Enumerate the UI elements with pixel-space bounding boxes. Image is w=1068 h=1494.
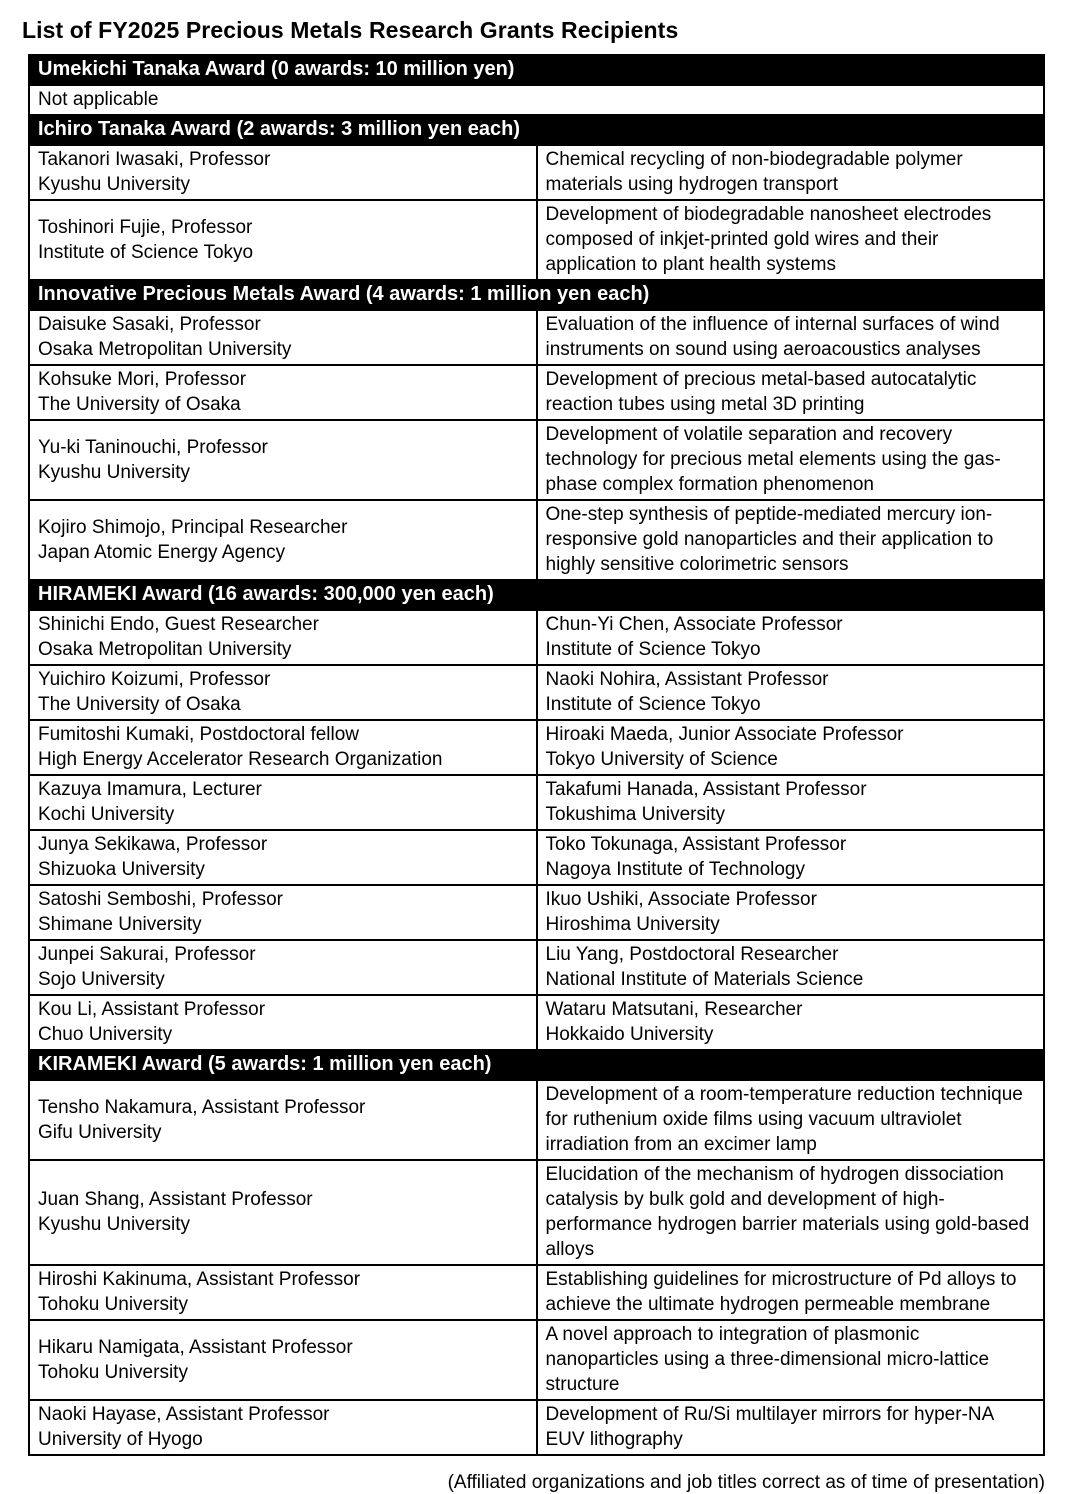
table-row <box>29 500 1044 580</box>
table-cell: Evaluation of the influence of internal surfaces of wind instruments on sound using aeroacoustics analyses <box>537 310 1045 365</box>
table-row <box>29 310 1044 365</box>
table-cell: Satoshi Semboshi, Professor Shimane University <box>29 885 537 940</box>
table-cell: Toshinori Fujie, Professor Institute of Science Tokyo <box>29 200 537 280</box>
table-cell: Naoki Hayase, Assistant Professor University of Hyogo <box>29 1400 537 1455</box>
table-cell: Not applicable <box>29 85 1044 115</box>
table-cell: Tensho Nakamura, Assistant Professor Gifu University <box>29 1080 537 1160</box>
table-cell: Junya Sekikawa, Professor Shizuoka University <box>29 830 537 885</box>
grants-table <box>28 54 1045 1456</box>
table-row <box>29 995 1044 1050</box>
table-cell: Development of biodegradable nanosheet electrodes composed of inkjet-printed gold wires and their application to plant health systems <box>537 200 1045 280</box>
table-cell: Wataru Matsutani, Researcher Hokkaido University <box>537 995 1045 1050</box>
table-cell: Hikaru Namigata, Assistant Professor Tohoku University <box>29 1320 537 1400</box>
table-row <box>29 1265 1044 1320</box>
table-cell: Takanori Iwasaki, Professor Kyushu University <box>29 145 537 200</box>
table-row <box>29 1080 1044 1160</box>
table-row <box>29 365 1044 420</box>
table-cell: Chun-Yi Chen, Associate Professor Institute of Science Tokyo <box>537 610 1045 665</box>
table-row <box>29 1160 1044 1265</box>
table-cell: Elucidation of the mechanism of hydrogen dissociation catalysis by bulk gold and development of high-performance hydrogen barrier materials using gold-based alloys <box>537 1160 1045 1265</box>
footer-note: (Affiliated organizations and job titles correct as of time of presentation) <box>447 1472 1045 1493</box>
table-row <box>29 420 1044 500</box>
table-cell: Yu-ki Taninouchi, Professor Kyushu University <box>29 420 537 500</box>
table-row <box>29 85 1044 115</box>
table-cell: Kohsuke Mori, Professor The University of Osaka <box>29 365 537 420</box>
table-row <box>29 145 1044 200</box>
table-row <box>29 665 1044 720</box>
table-cell: Establishing guidelines for microstructure of Pd alloys to achieve the ultimate hydrogen permeable membrane <box>537 1265 1045 1320</box>
section-header-row <box>29 55 1044 85</box>
table-row <box>29 830 1044 885</box>
table-cell: Naoki Nohira, Assistant Professor Institute of Science Tokyo <box>537 665 1045 720</box>
table-row <box>29 885 1044 940</box>
table-cell: Yuichiro Koizumi, Professor The University of Osaka <box>29 665 537 720</box>
section-header-row <box>29 280 1044 310</box>
table-row <box>29 720 1044 775</box>
table-row <box>29 200 1044 280</box>
table-cell: Kou Li, Assistant Professor Chuo University <box>29 995 537 1050</box>
section-header: HIRAMEKI Award (16 awards: 300,000 yen each) <box>29 580 1044 610</box>
table-cell: Development of Ru/Si multilayer mirrors for hyper-NA EUV lithography <box>537 1400 1045 1455</box>
table-cell: Liu Yang, Postdoctoral Researcher National Institute of Materials Science <box>537 940 1045 995</box>
table-row <box>29 940 1044 995</box>
table-cell: Junpei Sakurai, Professor Sojo University <box>29 940 537 995</box>
table-cell: Hiroshi Kakinuma, Assistant Professor Tohoku University <box>29 1265 537 1320</box>
grants-table-body <box>29 55 1044 1455</box>
table-cell: Fumitoshi Kumaki, Postdoctoral fellow High Energy Accelerator Research Organization <box>29 720 537 775</box>
section-header-row <box>29 580 1044 610</box>
section-header: KIRAMEKI Award (5 awards: 1 million yen each) <box>29 1050 1044 1080</box>
table-cell: Kazuya Imamura, Lecturer Kochi University <box>29 775 537 830</box>
section-header: Innovative Precious Metals Award (4 awards: 1 million yen each) <box>29 280 1044 310</box>
table-cell: Development of volatile separation and recovery technology for precious metal elements using the gas-phase complex formation phenomenon <box>537 420 1045 500</box>
table-cell: Hiroaki Maeda, Junior Associate Professor Tokyo University of Science <box>537 720 1045 775</box>
table-cell: A novel approach to integration of plasmonic nanoparticles using a three-dimensional micro-lattice structure <box>537 1320 1045 1400</box>
section-header-row <box>29 1050 1044 1080</box>
table-row <box>29 775 1044 830</box>
table-cell: Kojiro Shimojo, Principal Researcher Japan Atomic Energy Agency <box>29 500 537 580</box>
table-cell: Toko Tokunaga, Assistant Professor Nagoya Institute of Technology <box>537 830 1045 885</box>
table-row <box>29 1320 1044 1400</box>
section-header-row <box>29 115 1044 145</box>
table-cell: Daisuke Sasaki, Professor Osaka Metropolitan University <box>29 310 537 365</box>
table-cell: Takafumi Hanada, Assistant Professor Tokushima University <box>537 775 1045 830</box>
table-cell: Development of precious metal-based autocatalytic reaction tubes using metal 3D printing <box>537 365 1045 420</box>
section-header: Ichiro Tanaka Award (2 awards: 3 million yen each) <box>29 115 1044 145</box>
page-title: List of FY2025 Precious Metals Research Grants Recipients <box>22 17 679 43</box>
table-cell: One-step synthesis of peptide-mediated mercury ion-responsive gold nanoparticles and their application to highly sensitive colorimetric sensors <box>537 500 1045 580</box>
table-cell: Juan Shang, Assistant Professor Kyushu University <box>29 1160 537 1265</box>
table-cell: Shinichi Endo, Guest Researcher Osaka Metropolitan University <box>29 610 537 665</box>
table-row <box>29 610 1044 665</box>
section-header: Umekichi Tanaka Award (0 awards: 10 million yen) <box>29 55 1044 85</box>
table-cell: Chemical recycling of non-biodegradable polymer materials using hydrogen transport <box>537 145 1045 200</box>
table-cell: Ikuo Ushiki, Associate Professor Hiroshima University <box>537 885 1045 940</box>
table-row <box>29 1400 1044 1455</box>
table-cell: Development of a room-temperature reduction technique for ruthenium oxide films using vacuum ultraviolet irradiation from an excimer lamp <box>537 1080 1045 1160</box>
